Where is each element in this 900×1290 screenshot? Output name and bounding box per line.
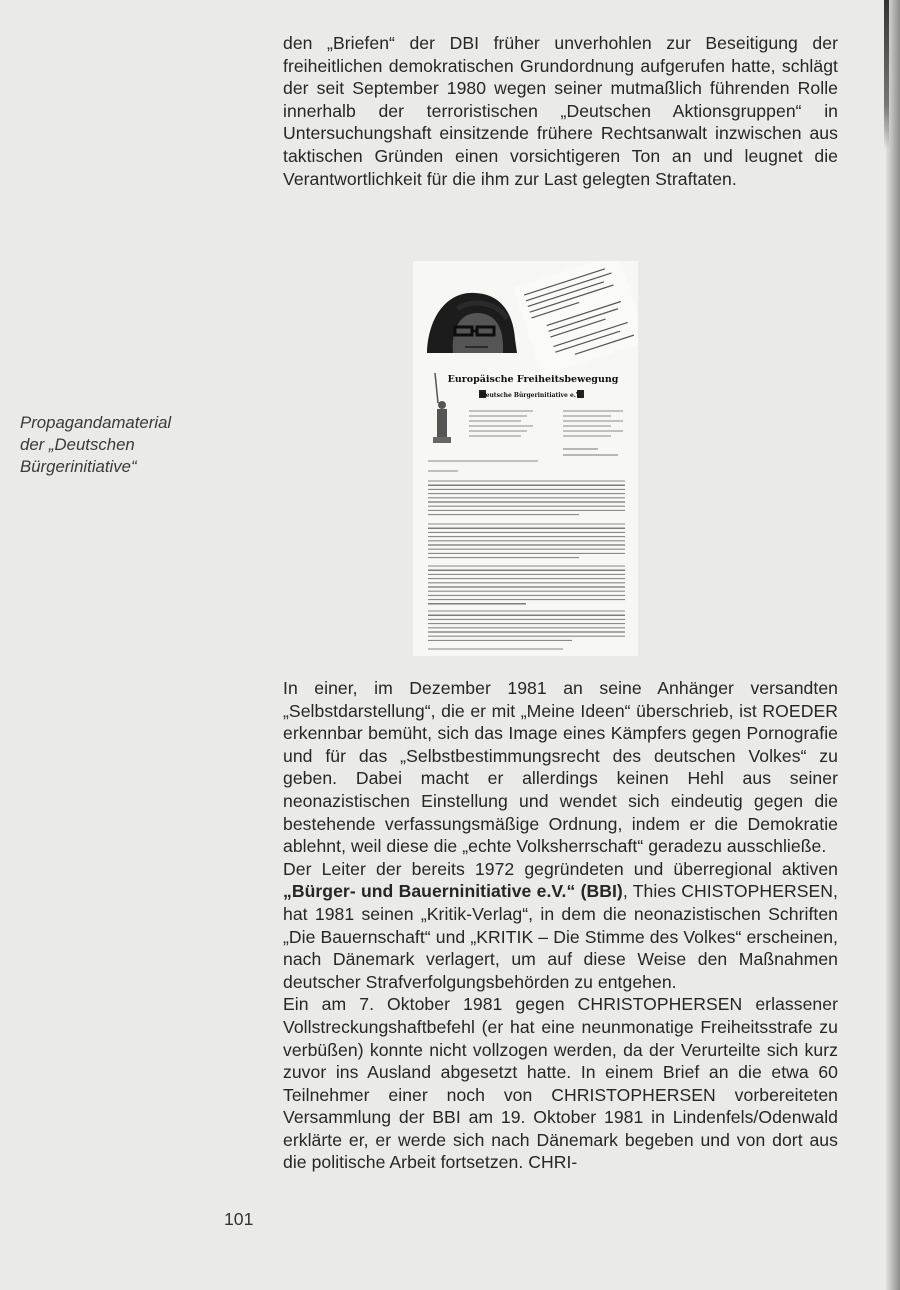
letterhead-masthead: Europäische Freiheitsbewegung xyxy=(447,374,619,385)
paragraph-top: den „Briefen“ der DBI früher unverhohlen zur Beseitigung der freiheitlichen demokratischen Grundordnung aufgerufen hatte, schlägt der seit September 1980 wegen seiner mutmaßlich führenden Rolle innerhalb der terroristischen „Deutschen Aktionsgruppen“ in Untersuchungshaft einsitzende frühere Rechtsanwalt inzwischen aus taktischen Gründen einen vorsichtigeren Ton an und leugnet die Verantwortlichkeit für die ihm zur Last gelegten Straftaten. xyxy=(283,33,838,189)
caption-line-2: der „Deutschen xyxy=(20,435,135,454)
page-number: 101 xyxy=(224,1209,254,1229)
paragraph-bbi-after: , Thies CHISTOPHERSEN, hat 1981 seinen „Kritik-Verlag“, in dem die neonazistischen Schriften „Die Bauernschaft“ und „KRITIK – Die Stimme des Volkes“ erscheinen, nach Dänemark verlagert, um auf diese Weise den Maßnahmen deutscher Strafverfolgungsbehörden zu entgehen. xyxy=(283,881,838,992)
caption-line-3: Bürgerinitiative“ xyxy=(20,457,137,476)
letterhead-subhead: Deutsche Bürgerinitiative e.V. xyxy=(480,392,582,399)
text-block-top xyxy=(283,32,838,190)
figure-caption xyxy=(20,412,220,478)
page-edge-mark xyxy=(884,0,889,150)
paragraph-roeder: In einer, im Dezember 1981 an seine Anhänger versandten „Selbstdarstellung“, die er mit „Meine Ideen“ überschrieb, ist ROEDER erkennbar bemüht, sich das Image eines Kämpfers gegen Pornografie und für das „Selbstbestimmungsrecht des deutschen Volkes“ zu geben. Dabei macht er allerdings keinen Hehl aus seiner neonazistischen Einstellung und wendet sich eindeutig gegen die bestehende verfassungsmäßige Ordnung, indem er die Demokratie ablehnt, weil diese die „echte Volksherrschaft“ geradezu ausschließe. xyxy=(283,678,838,857)
propaganda-document-image xyxy=(413,261,638,656)
page-edge-shadow xyxy=(886,0,900,1290)
bbi-name-bold: „Bürger- und Bauerninitiative e.V.“ (BBI) xyxy=(283,881,623,902)
paragraph-bbi-before: Der Leiter der bereits 1972 gegründeten und überregional aktiven xyxy=(283,858,838,879)
caption-line-1: Propagandamaterial xyxy=(20,413,172,432)
text-block-bottom xyxy=(283,677,838,1174)
paragraph-bbi xyxy=(283,858,838,994)
paragraph-christophersen: Ein am 7. Oktober 1981 gegen CHRISTOPHERSEN erlassener Vollstreckungshaftbefehl (er hat eine neunmonatige Freiheitsstrafe zu verbüßen) konnte nicht vollzogen werden, da der Verurteilte sich kurz zuvor ins Ausland abgesetzt hatte. In einem Brief an die etwa 60 Teilnehmer einer noch von CHRISTOPHERSEN vorbereiteten Versammlung der BBI am 19. Oktober 1981 in Lindenfels/Odenwald erklärte er, er werde sich nach Dänemark begeben und von dort aus die politische Arbeit fortsetzen. CHRI- xyxy=(283,994,838,1173)
